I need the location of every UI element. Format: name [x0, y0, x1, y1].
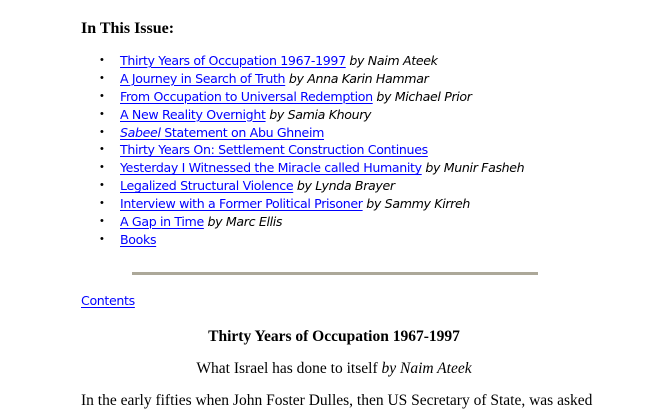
bullet-icon: •	[100, 89, 104, 102]
toc-link-new-reality-overnight[interactable]: A New Reality Overnight	[120, 106, 266, 122]
toc-item	[0, 231, 524, 249]
article-title: Thirty Years of Occupation 1967-1997	[208, 328, 460, 345]
bullet-icon: •	[100, 71, 104, 84]
bullet-icon: •	[100, 107, 104, 120]
toc-item	[0, 141, 524, 159]
toc-author: by Munir Fasheh	[425, 160, 525, 176]
toc-author: by Samia Khoury	[269, 106, 372, 122]
toc-item	[0, 88, 524, 106]
bullet-icon: •	[100, 161, 104, 174]
bullet-icon: •	[100, 125, 104, 138]
toc-author: by Michael Prior	[376, 88, 472, 104]
toc-author: by Anna Karin Hammar	[288, 70, 429, 86]
toc-item	[0, 70, 524, 88]
toc-author: by Naim Ateek	[349, 53, 438, 68]
toc-item	[0, 124, 524, 142]
toc-author: by Sammy Kirreh	[366, 196, 471, 212]
toc-link-miracle-humanity[interactable]: Yesterday I Witnessed the Miracle called Humanity	[120, 160, 422, 176]
article-body-paragraph: In the early fifties when John Foster Dulles, then US Secretary of State, was asked	[81, 392, 593, 409]
toc-link-universal-redemption[interactable]: From Occupation to Universal Redemption	[120, 88, 373, 104]
bullet-icon: •	[100, 215, 104, 228]
toc-author: by Marc Ellis	[207, 214, 283, 230]
toc-author: by Lynda Brayer	[296, 178, 395, 194]
bullet-icon: •	[100, 232, 104, 245]
toc-link-gap-in-time[interactable]: A Gap in Time	[120, 214, 204, 230]
bullet-icon: •	[100, 197, 104, 210]
toc-link-sabeel-statement[interactable]	[120, 125, 324, 140]
contents-link[interactable]: Contents	[81, 293, 135, 308]
bullet-icon: •	[100, 54, 104, 66]
bullet-icon: •	[100, 143, 104, 156]
toc-item	[0, 159, 524, 177]
toc-link-structural-violence[interactable]: Legalized Structural Violence	[120, 178, 294, 194]
toc-item	[0, 52, 524, 70]
toc-item	[0, 177, 524, 195]
toc-link-books[interactable]: Books	[120, 231, 157, 247]
toc-link-thirty-years-occupation[interactable]: Thirty Years of Occupation 1967-1997	[120, 53, 346, 68]
toc-link-journey-search-truth[interactable]: A Journey in Search of Truth	[120, 70, 286, 86]
toc-link-text: Statement on Abu Ghneim	[160, 124, 325, 140]
toc-link-settlement-construction[interactable]: Thirty Years On: Settlement Construction Continues	[120, 142, 428, 158]
toc-link-italic-part: Sabeel	[120, 124, 161, 140]
toc-link-political-prisoner-interview[interactable]: Interview with a Former Political Prisoner	[120, 196, 363, 212]
bullet-icon: •	[100, 179, 104, 192]
horizontal-rule-divider	[132, 272, 538, 275]
toc-item	[0, 106, 524, 124]
table-of-contents-list	[0, 52, 524, 249]
article-subtitle	[0, 359, 668, 379]
in-this-issue-heading: In This Issue:	[81, 20, 175, 37]
toc-item	[0, 195, 524, 213]
article-byline: by Naim Ateek	[381, 360, 472, 377]
toc-item	[0, 213, 524, 231]
article-subtitle-text: What Israel has done to itself	[196, 360, 378, 377]
